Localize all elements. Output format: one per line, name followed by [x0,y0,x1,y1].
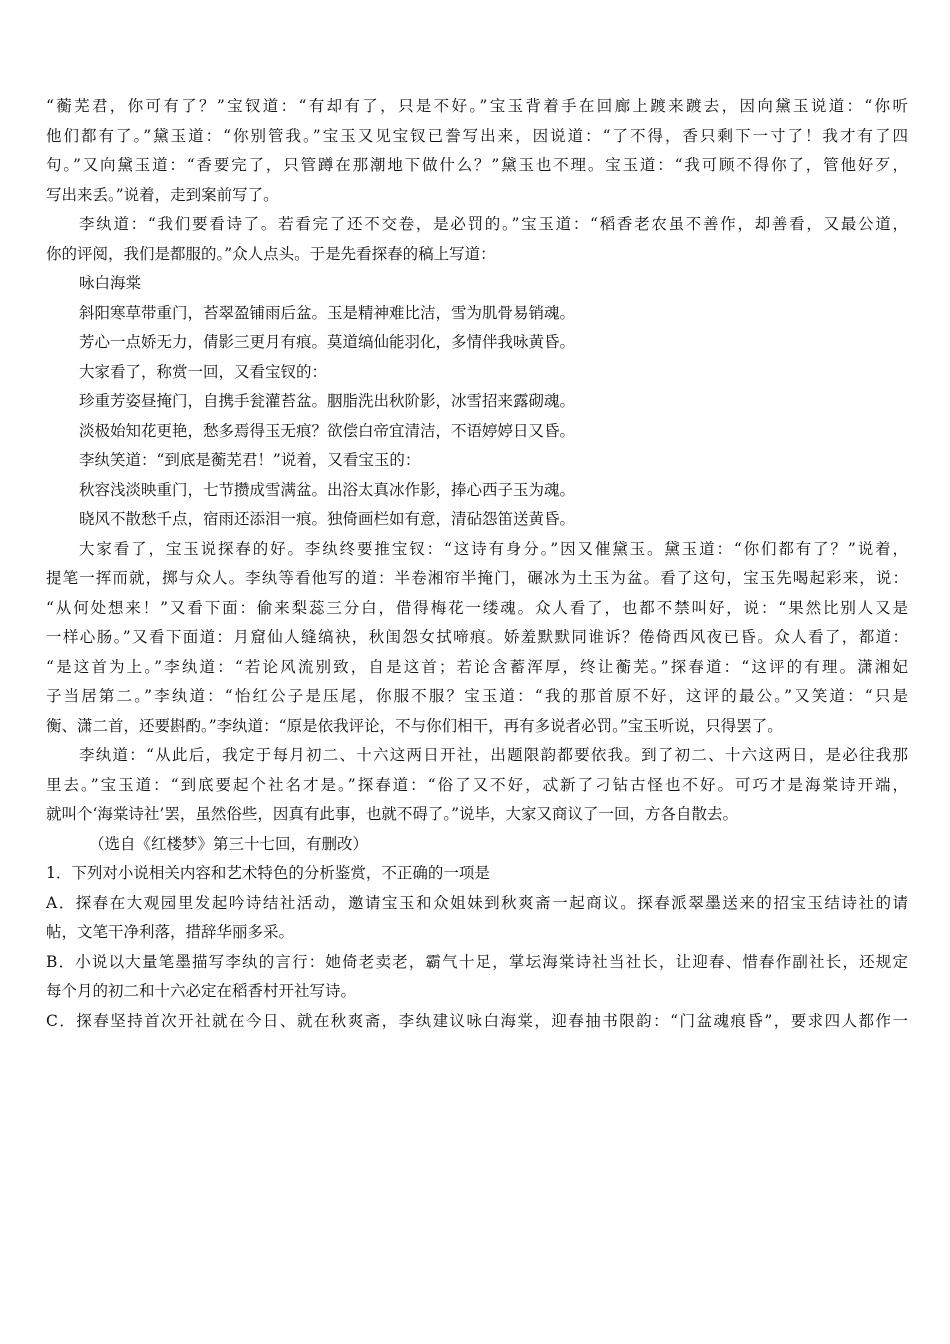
source-citation: （选自《红楼梦》第三十七回，有删改） [89,834,369,853]
option-c-line: C．探春坚持首次开社就在今日、就在秋爽斋，李纨建议咏白海棠，迎春抽书限韵：“门盆魂痕昏”，要求四人都作一 [46,1011,908,1030]
poem-line: 秋容浅淡映重门，七节攒成雪满盆。出浴太真冰作影，捧心西子玉为魂。 [79,480,576,499]
option-a-line: 帖，文笔干净利落，措辞华丽多采。 [46,923,295,941]
text-line: 他们都有了。”黛玉道：“你别管我。”宝玉又见宝钗已誊写出来，因说道：“了不得，香只剩下一寸了！我才有了四 [46,126,908,145]
question-stem: 1．下列对小说相关内容和艺术特色的分析鉴赏，不正确的一项是 [46,864,490,882]
document-page [46,92,908,1036]
poem-line: 晓风不散愁千点，宿雨还添泪一痕。独倚画栏如有意，清砧怨笛送黄昏。 [79,510,576,528]
text-line: 一样心肠。”又看下面道：月窟仙人缝缟袂，秋闺怨女拭啼痕。娇羞默默同谁诉？倦倚西风夜已昏。众人看了，都道： [46,628,908,646]
option-b-line: B．小说以大量笔墨描写李纨的言行：她倚老卖老，霸气十足，掌坛海棠诗社当社长，让迎春、惜春作副社长，还规定 [46,952,908,971]
option-a-line: A．探春在大观园里发起吟诗结社活动，邀请宝玉和众姐妹到秋爽斋一起商议。探春派翠墨送来的招宝玉结诗社的请 [46,893,908,912]
poem-line: 珍重芳姿昼掩门，自携手瓮灌苔盆。胭脂洗出秋阶影，冰雪招来露砌魂。 [79,392,576,410]
text-line: 衡、潇二首，还要斟酌。”李纨道：“原是依我评论，不与你们相干，再有多说者必罚。”宝玉听说，只得罢了。 [46,716,783,735]
text-line: 写出来丢。”说着，走到案前写了。 [46,185,279,204]
text-line: 子当居第二。”李纨道：“怡红公子是压尾，你服不服？宝玉道：“我的那首原不好，这评的最公。”又笑道：“只是 [46,687,908,705]
text-line: 提笔一挥而就，掷与众人。李纨等看他写的道：半卷湘帘半掩门，碾冰为土玉为盆。看了这句，宝玉先喝起彩来，说： [46,569,908,587]
text-line: 就叫个‘海棠诗社’罢，虽然俗些，因真有此事，也就不碍了。”说毕，大家又商议了一回，方各自散去。 [46,805,739,823]
text-line: 大家看了，称赏一回，又看宝钗的： [79,362,328,381]
text-line: 句。”又向黛玉道：“香要完了，只管蹲在那潮地下做什么？”黛玉也不理。宝玉道：“我可顾不得你了，管他好歹， [46,156,908,174]
text-line: “是这首为上。”李纨道：“若论风流别致，自是这首；若论含蓄浑厚，终让蘅芜。”探春道：“这评的有理。潇湘妃 [46,657,908,676]
text-line: 李纨道：“我们要看诗了。若看完了还不交卷，是必罚的。”宝玉道：“稻香老农虽不善作，却善看，又最公道， [79,215,908,233]
option-b-line: 每个月的初二和十六必定在稻香村开社写诗。 [46,982,357,1000]
poem-line: 淡极始知花更艳，愁多焉得玉无痕？欲偿白帝宜清洁，不语婷婷日又昏。 [79,421,576,440]
text-line: 李纨道：“从此后，我定于每月初二、十六这两日开社，出题限韵都要依我。到了初二、十六这两日，是必往我那 [79,746,908,764]
text-line: 李纨笑道：“到底是蘅芜君！”说着，又看宝玉的： [79,451,421,469]
text-line: 大家看了，宝玉说探春的好。李纨终要推宝钗：“这诗有身分。”因又催黛玉。黛玉道：“你们都有了？”说着， [79,539,908,558]
poem-line: 芳心一点娇无力，倩影三更月有痕。莫道缟仙能羽化，多情伴我咏黄昏。 [79,333,576,351]
poem-line: 斜阳寒草带重门，苔翠盈铺雨后盆。玉是精神难比洁，雪为肌骨易销魂。 [79,303,576,322]
text-line: “从何处想来！”又看下面：偷来梨蕊三分白，借得梅花一缕魂。众人看了，也都不禁叫好，说：“果然比别人又是 [46,598,908,617]
text-line: 你的评阅，我们是都服的。”众人点头。于是先看探春的稿上写道： [46,244,496,263]
poem-title: 咏白海棠 [79,274,142,292]
text-line: “蘅芜君，你可有了？”宝钗道：“有却有了，只是不好。”宝玉背着手在回廊上踱来踱去，因向黛玉说道：“你听 [46,97,908,115]
text-line: 里去。”宝玉道：“到底要起个社名才是。”探春道：“俗了又不好，忒新了刁钻古怪也不好。可巧才是海棠诗开端， [46,775,908,794]
